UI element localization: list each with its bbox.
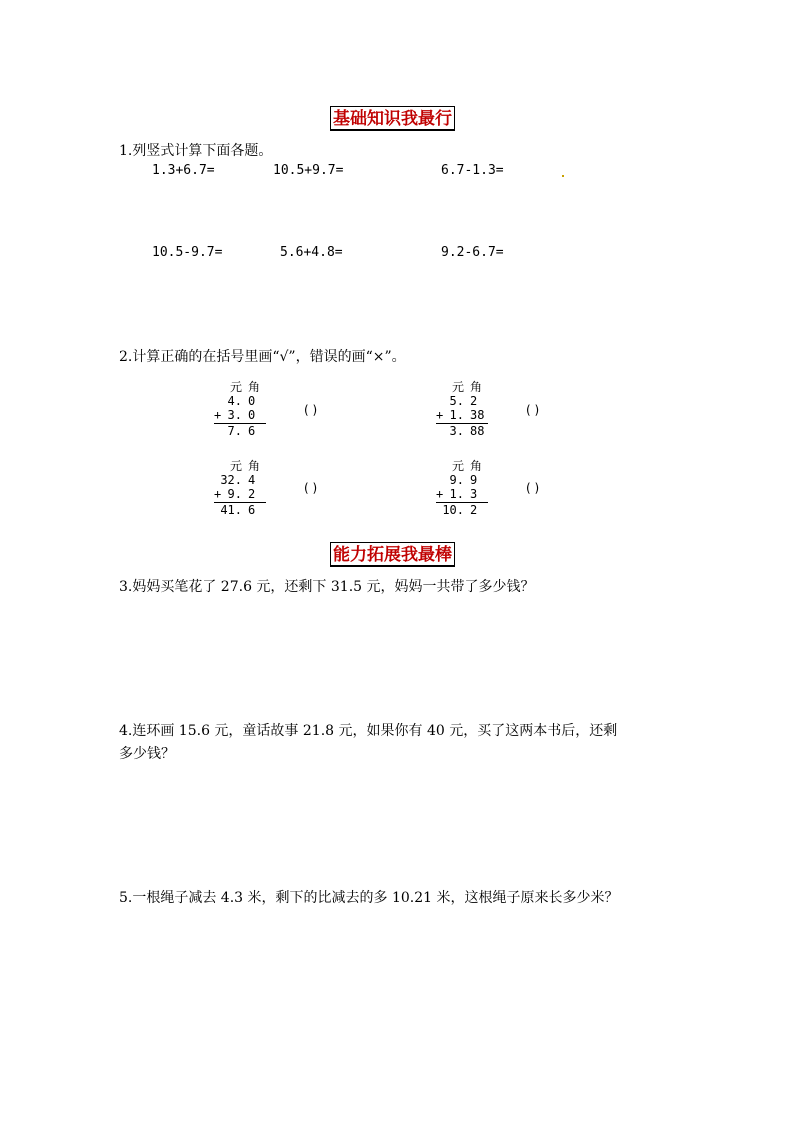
addend-b-jiao: 0 (248, 408, 256, 422)
header-yuan: 元 (451, 380, 464, 394)
header-jiao: 角 (470, 459, 483, 473)
addend-b-yuan: 9. (227, 487, 242, 501)
result-jiao: 6 (248, 503, 256, 517)
q1-expr-5: 5.6+4.8= (280, 245, 343, 260)
addend-a-jiao: 9 (470, 473, 478, 487)
header-jiao: 角 (248, 459, 261, 473)
addend-b-yuan: 3. (227, 408, 242, 422)
header-yuan: 元 (229, 459, 242, 473)
answer-parentheses[interactable]: ( ) (304, 403, 318, 417)
q1-expr-4: 10.5-9.7= (152, 245, 223, 260)
vertical-sum-1 (214, 380, 274, 438)
addend-b-yuan: 1. (449, 408, 464, 422)
header-yuan: 元 (229, 380, 242, 394)
result-jiao: 2 (470, 503, 478, 517)
addend-a-yuan: 4. (227, 394, 242, 408)
plus-sign: + (436, 408, 444, 422)
q1-expr-3: 6.7-1.3= (441, 163, 504, 178)
question-1-prompt: 1.列竖式计算下面各题。 (119, 143, 273, 159)
addend-b-jiao: 3 (470, 487, 478, 501)
question-4-line-2: 多少钱？ (119, 746, 175, 762)
question-5: 5.一根绳子减去 4.3 米，剩下的比减去的多 10.21 米，这根绳子原来长多少米？ (119, 890, 619, 906)
result-yuan: 3. (449, 424, 464, 438)
addend-a-jiao: 2 (470, 394, 478, 408)
addend-a-yuan: 5. (449, 394, 464, 408)
answer-parentheses[interactable]: ( ) (526, 403, 540, 417)
result-yuan: 7. (227, 424, 242, 438)
vertical-sum-4 (436, 459, 496, 517)
result-yuan: 41. (220, 503, 242, 517)
section-title-basic: 基础知识我最行 (330, 106, 455, 131)
plus-sign: + (436, 487, 444, 501)
header-jiao: 角 (470, 380, 483, 394)
q1-expr-6: 9.2-6.7= (441, 245, 504, 260)
result-yuan: 10. (442, 503, 464, 517)
addend-a-jiao: 4 (248, 473, 256, 487)
addend-b-jiao: 2 (248, 487, 256, 501)
addend-a-jiao: 0 (248, 394, 256, 408)
addend-b-jiao: 38 (470, 408, 485, 422)
vertical-sum-2 (436, 380, 496, 438)
vertical-sum-3 (214, 459, 274, 517)
section-title-ability: 能力拓展我最棒 (330, 542, 455, 567)
q1-expr-1: 1.3+6.7= (152, 163, 215, 178)
question-3: 3.妈妈买笔花了 27.6 元，还剩下 31.5 元，妈妈一共带了多少钱？ (119, 579, 535, 595)
answer-parentheses[interactable]: ( ) (526, 481, 540, 495)
header-yuan: 元 (451, 459, 464, 473)
addend-a-yuan: 9. (449, 473, 464, 487)
header-jiao: 角 (248, 380, 261, 394)
addend-b-yuan: 1. (449, 487, 464, 501)
plus-sign: + (214, 487, 222, 501)
q1-expr-2: 10.5+9.7= (273, 163, 344, 178)
result-jiao: 88 (470, 424, 485, 438)
question-2-prompt: 2.计算正确的在括号里画“√”，错误的画“×”。 (119, 349, 406, 365)
plus-sign: + (214, 408, 222, 422)
addend-a-yuan: 32. (220, 473, 242, 487)
result-jiao: 6 (248, 424, 256, 438)
answer-parentheses[interactable]: ( ) (304, 481, 318, 495)
stray-dot (562, 175, 564, 177)
question-4-line-1: 4.连环画 15.6 元，童话故事 21.8 元，如果你有 40 元，买了这两本书后，还剩 (119, 723, 618, 739)
